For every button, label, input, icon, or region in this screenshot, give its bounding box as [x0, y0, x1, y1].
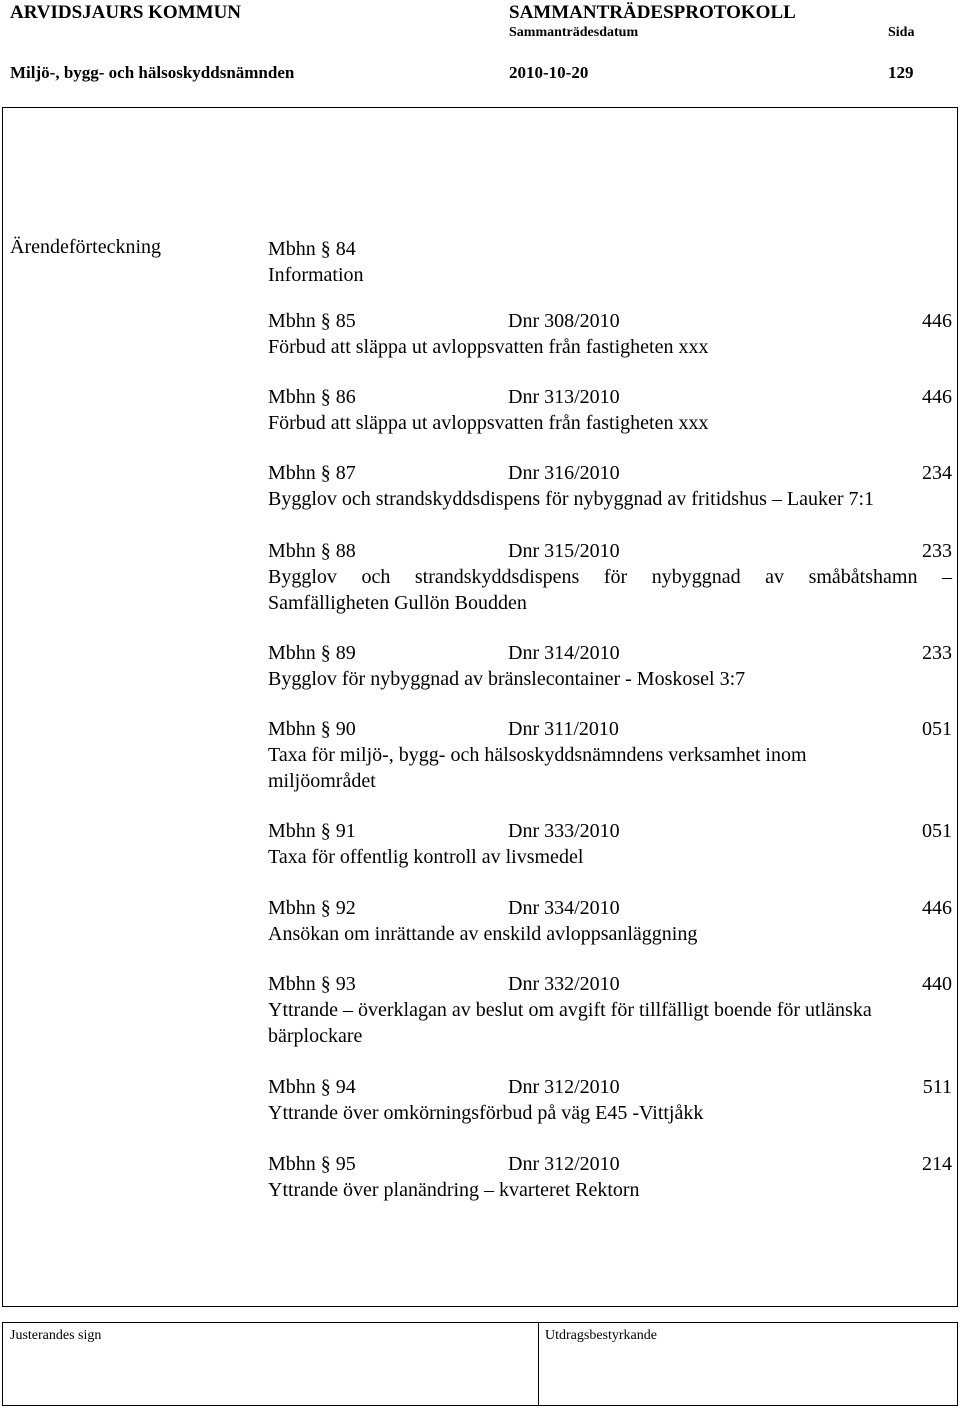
paragraph-number: Mbhn § 92	[268, 897, 356, 919]
agenda-item	[268, 640, 952, 692]
item-description: Förbud att släppa ut avloppsvatten från fastigheten xxx	[268, 336, 709, 358]
paragraph-number: Mbhn § 91	[268, 820, 356, 842]
municipality-name: ARVIDSJAURS KOMMUN	[10, 2, 242, 23]
page-number: 129	[888, 63, 914, 82]
paragraph-number: Mbhn § 85	[268, 310, 356, 332]
archive-code: 446	[922, 310, 952, 332]
item-description: Information	[268, 264, 364, 286]
agenda-item	[268, 818, 952, 870]
signature-footer	[2, 1322, 958, 1406]
agenda-item	[268, 971, 952, 1049]
meeting-date-label: Sammanträdesdatum	[509, 25, 639, 40]
diary-number: Dnr 311/2010	[508, 718, 619, 740]
item-description: Yttrande över planändring – kvarteret Rektorn	[268, 1179, 640, 1201]
paragraph-number: Mbhn § 88	[268, 540, 356, 562]
agenda-item	[268, 460, 952, 512]
meeting-date: 2010-10-20	[509, 63, 589, 82]
extract-certification-label: Utdragsbestyrkande	[545, 1328, 657, 1343]
item-description-continued: miljöområdet	[268, 770, 376, 792]
committee-name: Miljö-, bygg- och hälsoskyddsnämnden	[10, 63, 295, 82]
adjuster-signature-label: Justerandes sign	[10, 1328, 102, 1343]
diary-number: Dnr 308/2010	[508, 310, 620, 332]
paragraph-number: Mbhn § 84	[268, 238, 356, 260]
item-description: Bygglov och strandskyddsdispens för nybyggnad av fritidshus – Lauker 7:1	[268, 488, 875, 510]
diary-number: Dnr 312/2010	[508, 1076, 620, 1098]
diary-number: Dnr 332/2010	[508, 973, 620, 995]
archive-code: 446	[922, 386, 952, 408]
archive-code: 511	[922, 1076, 952, 1098]
diary-number: Dnr 315/2010	[508, 540, 620, 562]
agenda-item	[268, 538, 952, 616]
agenda-item	[268, 716, 952, 794]
diary-number: Dnr 334/2010	[508, 897, 620, 919]
archive-code: 440	[922, 973, 952, 995]
archive-code: 233	[922, 642, 952, 664]
diary-number: Dnr 333/2010	[508, 820, 620, 842]
paragraph-number: Mbhn § 94	[268, 1076, 356, 1098]
item-description-continued: Samfälligheten Gullön Boudden	[268, 592, 527, 614]
archive-code: 214	[922, 1153, 952, 1175]
agenda-item	[268, 308, 952, 360]
paragraph-number: Mbhn § 93	[268, 973, 356, 995]
item-description: Bygglov för nybyggnad av bränslecontainer - Moskosel 3:7	[268, 668, 746, 690]
item-description: Ansökan om inrättande av enskild avloppsanläggning	[268, 923, 698, 945]
agenda-item	[268, 236, 952, 288]
item-description: Bygglov och strandskyddsdispens för nybyggnad av småbåtshamn –	[268, 566, 952, 588]
diary-number: Dnr 314/2010	[508, 642, 620, 664]
item-description: Yttrande – överklagan av beslut om avgift för tillfälligt boende för utlänska	[268, 999, 872, 1021]
archive-code: 051	[922, 718, 952, 740]
index-heading: Ärendeförteckning	[10, 236, 162, 258]
footer-divider	[538, 1322, 539, 1406]
item-description: Taxa för offentlig kontroll av livsmedel	[268, 846, 584, 868]
paragraph-number: Mbhn § 95	[268, 1153, 356, 1175]
archive-code: 234	[922, 462, 952, 484]
item-description-continued: bärplockare	[268, 1025, 363, 1047]
paragraph-number: Mbhn § 86	[268, 386, 356, 408]
paragraph-number: Mbhn § 89	[268, 642, 356, 664]
page-label: Sida	[888, 25, 915, 40]
protocol-title: SAMMANTRÄDESPROTOKOLL	[509, 2, 796, 23]
item-description: Förbud att släppa ut avloppsvatten från fastigheten xxx	[268, 412, 709, 434]
paragraph-number: Mbhn § 87	[268, 462, 356, 484]
diary-number: Dnr 313/2010	[508, 386, 620, 408]
diary-number: Dnr 312/2010	[508, 1153, 620, 1175]
archive-code: 233	[922, 540, 952, 562]
agenda-item	[268, 1151, 952, 1203]
archive-code: 051	[922, 820, 952, 842]
item-description: Taxa för miljö-, bygg- och hälsoskyddsnämndens verksamhet inom	[268, 744, 807, 766]
archive-code: 446	[922, 897, 952, 919]
agenda-item	[268, 384, 952, 436]
agenda-item	[268, 1074, 952, 1126]
diary-number: Dnr 316/2010	[508, 462, 620, 484]
paragraph-number: Mbhn § 90	[268, 718, 356, 740]
item-description: Yttrande över omkörningsförbud på väg E45 -Vittjåkk	[268, 1102, 704, 1124]
agenda-item	[268, 895, 952, 947]
